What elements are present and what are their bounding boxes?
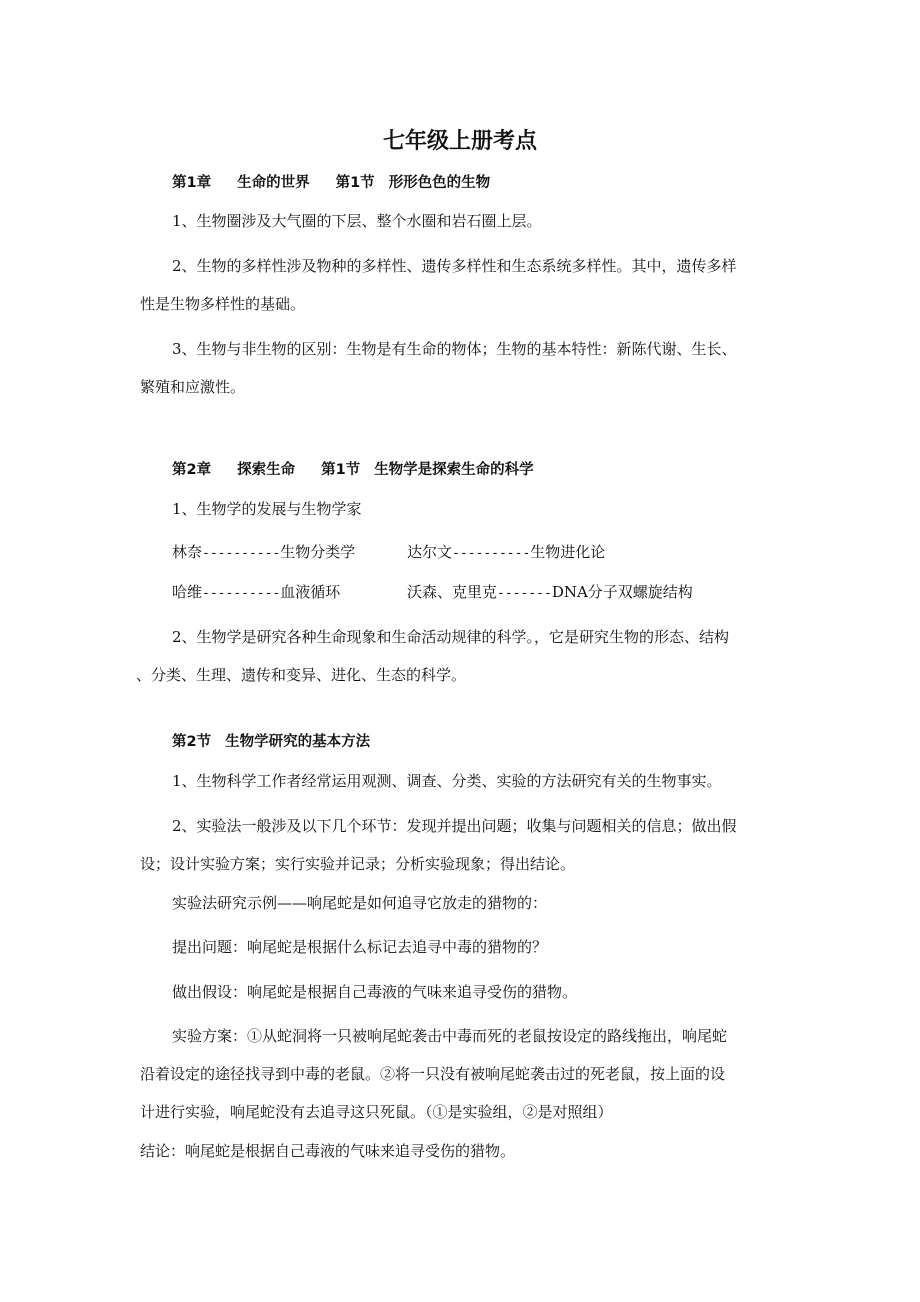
chapter2-label: 第2章 — [172, 462, 212, 478]
scientist-dashes: ---------- — [452, 546, 531, 561]
paragraph-line: 做出假设：响尾蛇是根据自己毒液的气味来追寻受伤的猎物。 — [172, 983, 578, 1001]
paragraph-line: 性是生物多样性的基础。 — [140, 295, 306, 313]
chapter1-section-name: 形形色色的生物 — [388, 175, 491, 191]
paragraph-line: 结论：响尾蛇是根据自己毒液的气味来追寻受伤的猎物。 — [140, 1142, 516, 1160]
chapter2-heading — [172, 460, 534, 480]
scientist-entry — [172, 542, 355, 564]
chapter1-label: 第1章 — [172, 175, 212, 191]
chapter1-heading — [172, 173, 490, 193]
paragraph-line: 计进行实验，响尾蛇没有去追寻这只死鼠。（①是实验组，②是对照组） — [140, 1103, 613, 1121]
paragraph-line: 1、生物科学工作者经常运用观测、调查、分类、实验的方法研究有关的生物事实。 — [172, 772, 722, 790]
paragraph-line: 2、实验法一般涉及以下几个环节：发现并提出问题；收集与问题相关的信息；做出假 — [172, 817, 737, 835]
document-title: 七年级上册考点 — [382, 129, 537, 154]
scientist-dashes: ---------- — [202, 546, 281, 561]
scientist-contribution: 生物进化论 — [530, 543, 606, 561]
paragraph-line: 2、生物的多样性涉及物种的多样性、遗传多样性和生态系统多样性。其中，遗传多样 — [172, 257, 737, 275]
chapter2-name: 探索生命 — [237, 462, 296, 478]
scientist-name: 林奈 — [172, 543, 203, 561]
paragraph-line: 、分类、生理、遗传和变异、进化、生态的科学。 — [136, 666, 467, 684]
paragraph-line: 3、生物与非生物的区别：生物是有生命的物体；生物的基本特性：新陈代谢、生长、 — [172, 340, 737, 358]
scientist-entry — [407, 542, 605, 564]
section2-name: 生物学研究的基本方法 — [225, 734, 371, 750]
scientist-contribution: 生物分类学 — [280, 543, 356, 561]
paragraph-line: 1、生物学的发展与生物学家 — [172, 500, 362, 518]
paragraph-line: 繁殖和应激性。 — [140, 378, 246, 396]
paragraph-line: 提出问题：响尾蛇是根据什么标记去追寻中毒的猎物的？ — [172, 938, 548, 956]
chapter2-section-label: 第1节 — [321, 462, 361, 478]
scientist-dashes: ------- — [497, 586, 552, 601]
section2-label: 第2节 — [172, 734, 212, 750]
scientist-dashes: ---------- — [202, 586, 281, 601]
scientist-entry — [172, 582, 340, 604]
paragraph-line: 1、生物圈涉及大气圈的下层、整个水圈和岩石圈上层。 — [172, 212, 542, 230]
chapter1-section-label: 第1节 — [335, 175, 375, 191]
section2-heading — [172, 732, 370, 752]
scientist-contribution: DNA分子双螺旋结构 — [551, 583, 693, 601]
paragraph-line: 实验法研究示例——响尾蛇是如何追寻它放走的猎物的： — [172, 894, 548, 912]
paragraph-line: 实验方案：①从蛇洞将一只被响尾蛇袭击中毒而死的老鼠按设定的路线拖出，响尾蛇 — [172, 1027, 728, 1045]
scientist-name: 哈维 — [172, 583, 203, 601]
chapter2-section-name: 生物学是探索生命的科学 — [374, 462, 534, 478]
scientist-name: 达尔文 — [407, 543, 453, 561]
paragraph-line: 2、生物学是研究各种生命现象和生命活动规律的科学。，它是研究生物的形态、结构 — [172, 628, 730, 646]
scientist-entry — [407, 582, 693, 604]
paragraph-line: 沿着设定的途径找寻到中毒的老鼠。②将一只没有被响尾蛇袭击过的死老鼠，按上面的设 — [140, 1065, 726, 1083]
scientist-contribution: 血液循环 — [280, 583, 341, 601]
paragraph-line: 设；设计实验方案；实行实验并记录；分析实验现象；得出结论。 — [140, 855, 576, 873]
scientist-name: 沃森、克里克 — [407, 583, 498, 601]
chapter1-name: 生命的世界 — [237, 175, 310, 191]
